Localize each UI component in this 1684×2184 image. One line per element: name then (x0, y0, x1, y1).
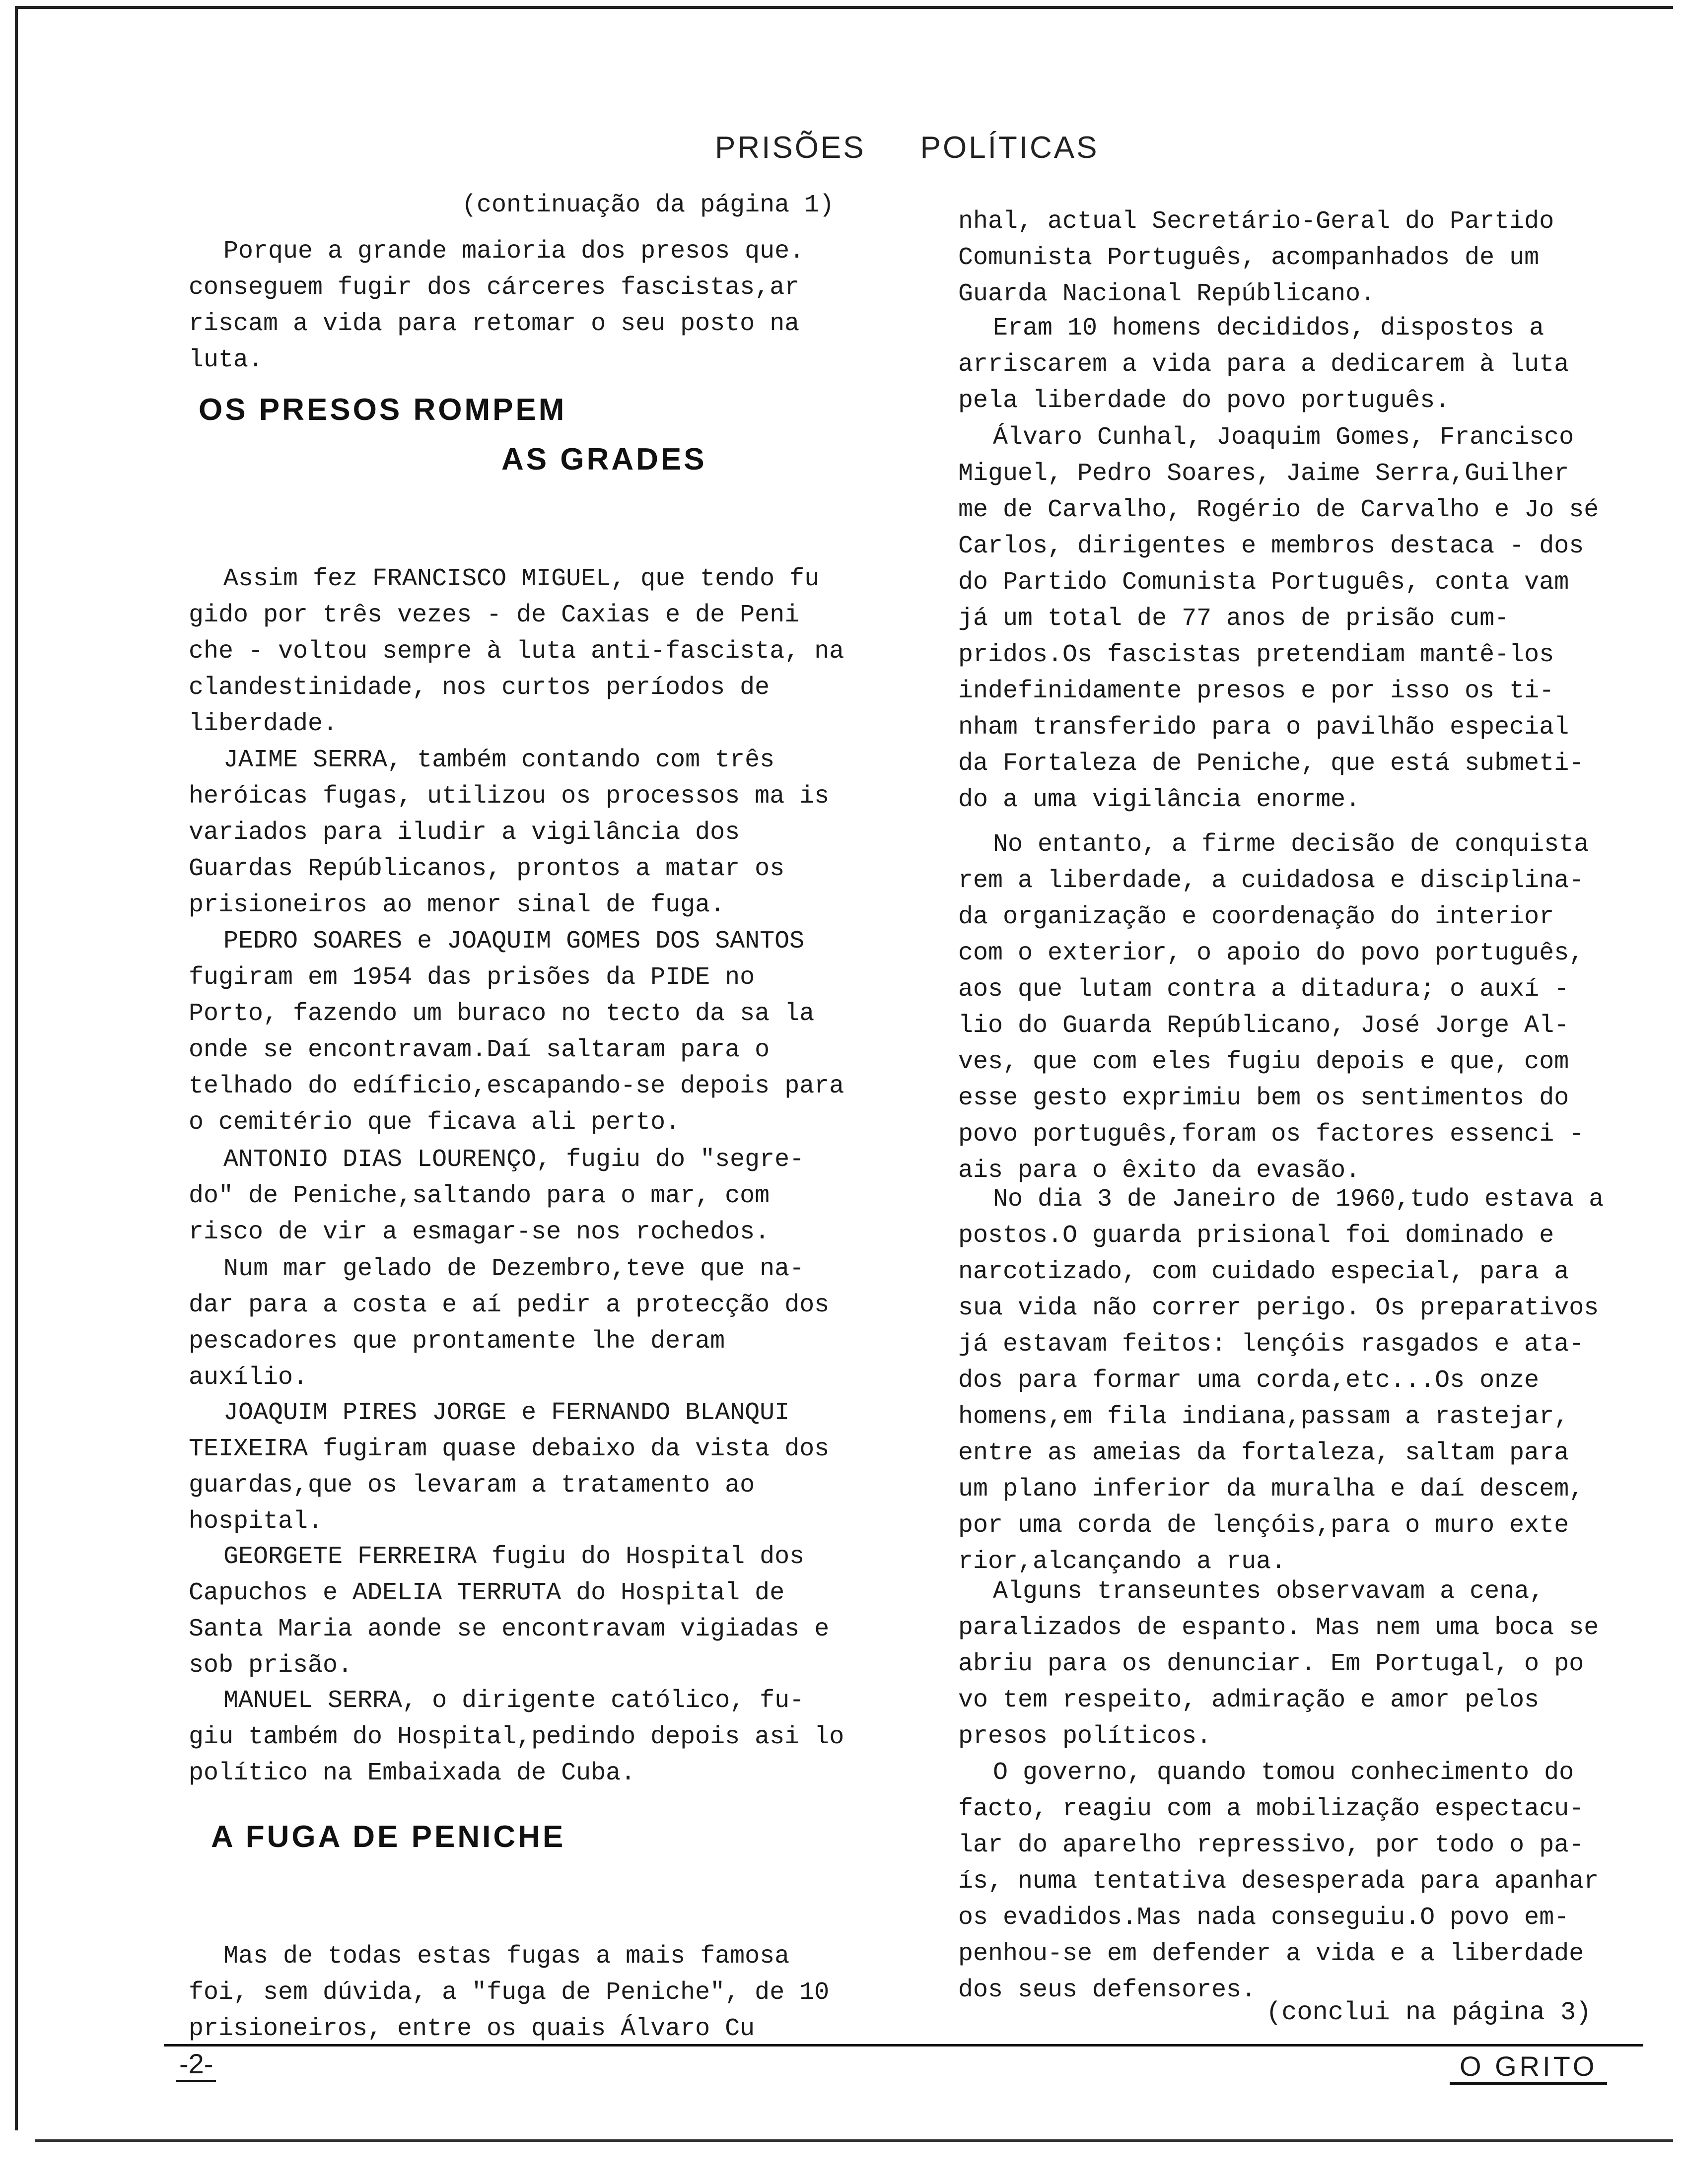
page-border-top (15, 6, 1673, 9)
publication-name: O GRITO (1450, 2050, 1607, 2085)
paragraph-dirigentes: Álvaro Cunhal, Joaquim Gomes, Francisco Miguel, Pedro Soares, Jaime Serra,Guilher me de Carvalho, Rogério de Carvalho e Jo sé Carlos, dirigentes e membros destaca - dos do Partido Comunista Português, conta vam já um total de 77 anos de prisão cum- pridos.Os fascistas pretendiam mantê-los indefinidamente presos e por isso os ti- nham transferido para o pavilhão especial da Fortaleza de Peniche, que está submeti- do a uma vigilância enorme. (958, 423, 1614, 814)
paragraph-francisco-miguel: Assim fez FRANCISCO MIGUEL, que tendo fu gido por três vezes - de Caxias e de Peni che - voltou sempre à luta anti-fascista, na clandestinidade, nos curtos períodos de liberdade. (189, 565, 859, 738)
section-heading-fuga-peniche: A FUGA DE PENICHE (211, 1820, 566, 1854)
continuation-note: (continuação da página 1) (462, 191, 835, 219)
continuation-next-note: (conclui na página 3) (1266, 1998, 1592, 2027)
paragraph-georgete-ferreira: GEORGETE FERREIRA fugiu do Hospital dos Capuchos e ADELIA TERRUTA do Hospital de Santa Maria aonde se encontravam vigiadas e sob prisão. (189, 1543, 844, 1680)
paragraph-cunhal-cont: nhal, actual Secretário-Geral do Partido Comunista Português, acompanhados de um Guarda Nacional Repúblicano. (958, 207, 1569, 308)
header-word-politicas: POLÍTICAS (920, 131, 1099, 165)
paragraph-fuga-famosa: Mas de todas estas fugas a mais famosa foi, sem dúvida, a "fuga de Peniche", de 10 prisioneiros, entre os quais Álvaro Cu (189, 1942, 844, 2043)
footer-rule (164, 2044, 1643, 2047)
paragraph-firme-decisao: No entanto, a firme decisão de conquista rem a liberdade, a cuidadosa e disciplina- da organização e coordenação do interior com o exterior, o apoio do povo português, aos que lutam contra a ditadura; o auxí - lio do Guarda Repúblicano, José Jorge Al- ves, que com eles fugiu depois e que, com esse gesto exprimiu bem os sentimentos do povo português,foram os factores essenci - ais para o êxito da evasão. (958, 830, 1604, 1185)
page-border-left (15, 6, 18, 2130)
page-header (715, 130, 1154, 165)
section-heading-presos-rompem: OS PRESOS ROMPEM (199, 393, 567, 427)
intro-paragraph: Porque a grande maioria dos presos que. conseguem fugir dos cárceres fascistas,ar riscam a vida para retomar o seu posto na luta. (189, 237, 820, 374)
paragraph-transeuntes: Alguns transeuntes observavam a cena, paralizados de espanto. Mas nem uma boca se abriu para os denunciar. Em Portugal, o po vo tem respeito, admiração e amor pelos presos políticos. (958, 1577, 1614, 1751)
bottom-edge-line (35, 2139, 1673, 2142)
section-heading-as-grades: AS GRADES (501, 442, 707, 477)
page-number: -2- (176, 2048, 216, 2082)
paragraph-joaquim-pires: JOAQUIM PIRES JORGE e FERNANDO BLANQUI TEIXEIRA fugiram quase debaixo da vista dos guardas,que os levaram a tratamento ao hospital. (189, 1399, 844, 1536)
paragraph-mar-gelado: Num mar gelado de Dezembro,teve que na- dar para a costa e aí pedir a protecção dos pescadores que prontamente lhe deram auxílio. (189, 1255, 844, 1392)
paragraph-antonio-dias: ANTONIO DIAS LOURENÇO, fugiu do "segre- do" de Peniche,saltando para o mar, com risco de vir a esmagar-se nos rochedos. (189, 1146, 820, 1246)
paragraph-manuel-serra: MANUEL SERRA, o dirigente católico, fu- giu também do Hospital,pedindo depois asi lo político na Embaixada de Cuba. (189, 1687, 859, 1787)
header-word-prisoes: PRISÕES (715, 131, 866, 165)
paragraph-pedro-soares: PEDRO SOARES e JOAQUIM GOMES DOS SANTOS fugiram em 1954 das prisões da PIDE no Porto, fazendo um buraco no tecto da sa la onde se encontravam.Daí saltaram para o telhado do edíficio,escapando-se depois para o cemitério que ficava ali perto. (189, 927, 859, 1137)
paragraph-3-janeiro: No dia 3 de Janeiro de 1960,tudo estava a postos.O guarda prisional foi dominado e narcotizado, com cuidado especial, para a sua vida não correr perigo. Os preparativos já estavam feitos: lençóis rasgados e ata- dos para formar uma corda,etc...Os onze homens,em fila indiana,passam a rastejar, entre as ameias da fortaleza, saltam para um plano inferior da muralha e daí descem, por uma corda de lençóis,para o muro exte rior,alcançando a rua. (958, 1185, 1619, 1576)
paragraph-jaime-serra: JAIME SERRA, também contando com três heróicas fugas, utilizou os processos ma is variados para iludir a vigilância dos Guardas Repúblicanos, prontos a matar os prisioneiros ao menor sinal de fuga. (189, 746, 844, 919)
paragraph-dez-homens: Eram 10 homens decididos, dispostos a arriscarem a vida para a dedicarem à luta pela liberdade do povo português. (958, 314, 1584, 415)
paragraph-governo: O governo, quando tomou conhecimento do facto, reagiu com a mobilização espectacu- lar do aparelho repressivo, por todo o pa- ís, numa tentativa desesperada para apanhar os evadidos.Mas nada conseguiu.O povo em- penhou-se em defender a vida e a liberdade dos seus defensores. (958, 1759, 1614, 2004)
